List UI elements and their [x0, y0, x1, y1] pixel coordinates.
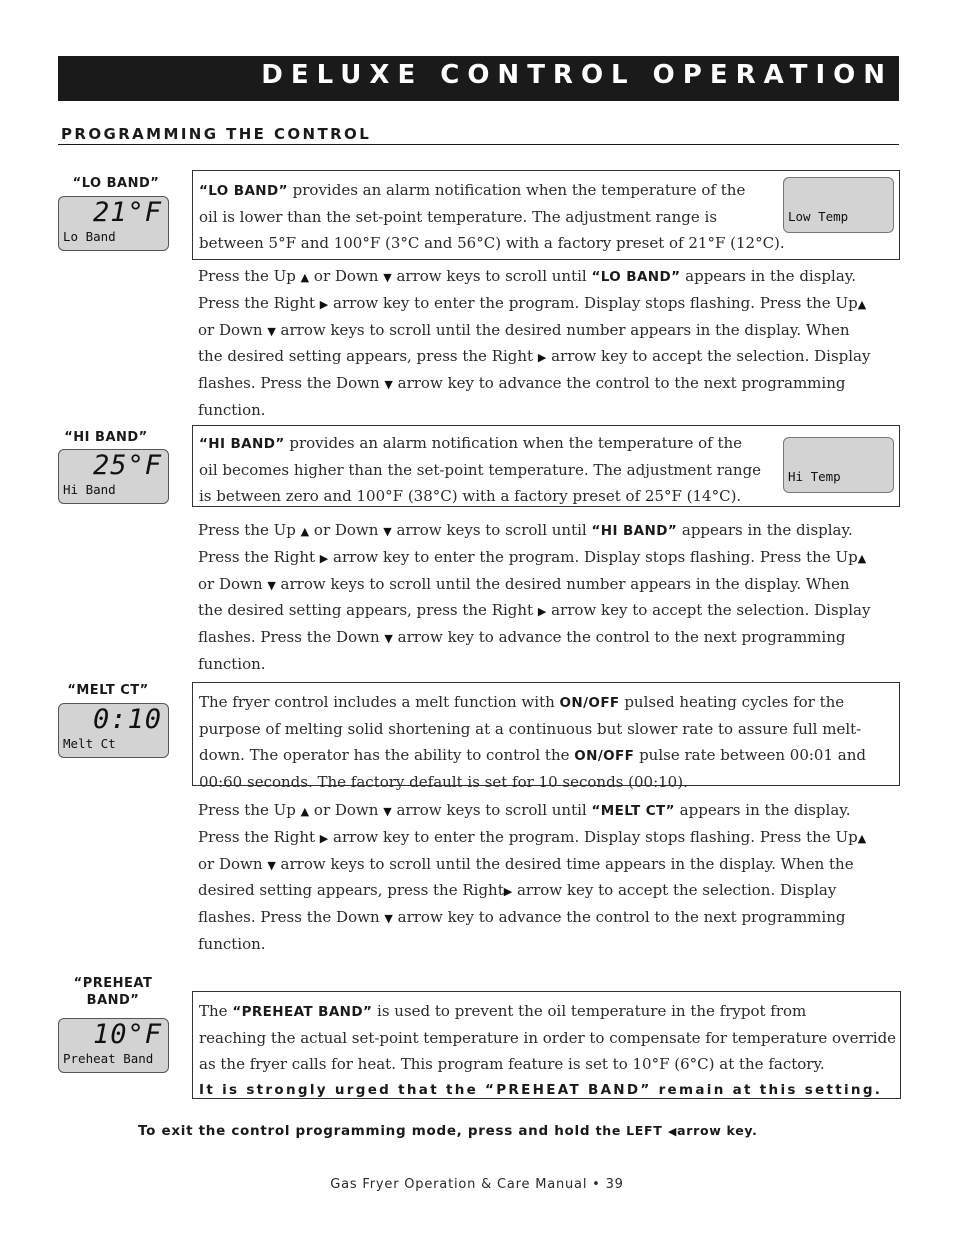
- hi-temp-display-label: Hi Temp: [788, 469, 841, 484]
- preheat-band-description-box: The “PREHEAT BAND” is used to prevent the oil temperature in the frypot from reaching the actual set-point temperature in order to compensate for temperature override as the fryer calls for heat. This program feature is set to 10°F (6°C) at the factory. It is strongly urged that the “PREHEAT BAND” remain at this setting.: [192, 991, 901, 1099]
- down-arrow-icon: ▼: [267, 858, 276, 872]
- lo-band-description-box: [192, 170, 900, 260]
- low-temp-display: [783, 177, 894, 233]
- hi-band-display-label: Hi Band: [63, 482, 116, 497]
- hi-band-label: “HI BAND”: [64, 430, 148, 445]
- up-arrow-icon: ▲: [300, 525, 310, 538]
- down-arrow-icon: ▼: [384, 632, 393, 646]
- lo-band-display-value: 21°F: [92, 197, 162, 228]
- preheat-warning: It is strongly urged that the “PREHEAT BAND” remain at this setting.: [199, 1082, 883, 1098]
- hi-band-box-line: is between zero and 100°F (38°C) with a factory preset of 25°F (14°C).: [199, 487, 742, 505]
- hi-band-description-box: [192, 425, 900, 507]
- hi-band-instructions: Press the Up ▲ or Down ▼ arrow keys to scroll until “HI BAND” appears in the display. Press the Right ▶ arrow key to enter the program. Display stops flashing. Press the Up▲ or Down ▼ arrow keys to scroll until the desired number appears in the display. When the desired setting appears, press the Right ▶ arrow key to accept the selection. Display flashes. Press the Down ▼ arrow key to advance the control to the next programming function.: [198, 521, 871, 673]
- hi-band-display: [58, 449, 169, 504]
- down-arrow-icon: ▼: [384, 378, 393, 392]
- up-arrow-icon: ▲: [300, 271, 310, 284]
- right-arrow-icon: ▶: [537, 605, 547, 619]
- right-arrow-icon: ▶: [319, 297, 329, 311]
- down-arrow-icon: ▼: [267, 578, 276, 592]
- lo-band-box-line: provides an alarm notification when the temperature of the: [287, 181, 746, 199]
- down-arrow-icon: ▼: [383, 805, 392, 818]
- preheat-band-label: “PREHEAT BAND”: [73, 976, 153, 1008]
- low-temp-display-label: Low Temp: [788, 209, 849, 224]
- lo-band-instructions: Press the Up ▲ or Down ▼ arrow keys to scroll until “LO BAND” appears in the display. Press the Right ▶ arrow key to enter the program. Display stops flashing. Press the Up▲ or Down ▼ arrow keys to scroll until the desired number appears in the display. When the desired setting appears, press the Right ▶ arrow key to accept the selection. Display flashes. Press the Down ▼ arrow key to advance the control to the next programming function.: [198, 267, 871, 419]
- right-arrow-icon: ▶: [503, 885, 513, 899]
- melt-ct-instructions: Press the Up ▲ or Down ▼ arrow keys to scroll until “MELT CT” appears in the display. Press the Right ▶ arrow key to enter the program. Display stops flashing. Press the Up▲ or Down ▼ arrow keys to scroll until the desired time appears in the display. When the desired setting appears, press the Right▶ arrow key to accept the selection. Display flashes. Press the Down ▼ arrow key to advance the control to the next programming function.: [198, 801, 867, 953]
- right-arrow-icon: ▶: [319, 551, 329, 565]
- up-arrow-icon: ▲: [857, 551, 867, 565]
- up-arrow-icon: ▲: [857, 831, 867, 845]
- lo-band-display: [58, 196, 169, 251]
- melt-ct-box-line: purpose of melting solid shortening at a continuous but slower rate to assure full melt-: [199, 720, 862, 738]
- section-rule: [58, 144, 899, 145]
- left-arrow-icon: ◀: [667, 1125, 678, 1138]
- down-arrow-icon: ▼: [383, 525, 392, 538]
- down-arrow-icon: ▼: [384, 912, 393, 926]
- up-arrow-icon: ▲: [300, 805, 310, 818]
- hi-band-keyword: “HI BAND”: [199, 436, 285, 452]
- preheat-band-display: [58, 1018, 169, 1073]
- down-arrow-icon: ▼: [267, 324, 276, 338]
- melt-ct-display-label: Melt Ct: [63, 736, 116, 751]
- hi-band-display-value: 25°F: [92, 450, 162, 481]
- header-banner: [58, 56, 899, 101]
- hi-band-box-line: oil becomes higher than the set-point temperature. The adjustment range: [199, 461, 762, 479]
- melt-ct-box-line: 00:60 seconds. The factory default is set for 10 seconds (00:10).: [199, 773, 688, 791]
- up-arrow-icon: ▲: [857, 297, 867, 311]
- page-footer: Gas Fryer Operation & Care Manual • 39: [330, 1177, 624, 1192]
- preheat-band-display-value: 10°F: [92, 1019, 162, 1050]
- lo-band-display-label: Lo Band: [63, 229, 116, 244]
- lo-band-box-line: oil is lower than the set-point temperature. The adjustment range is: [199, 208, 718, 226]
- preheat-box-line: reaching the actual set-point temperature in order to compensate for temperature override: [199, 1029, 897, 1047]
- down-arrow-icon: ▼: [383, 271, 392, 284]
- lo-band-box-line: between 5°F and 100°F (3°C and 56°C) with a factory preset of 21°F (12°C).: [199, 234, 785, 252]
- melt-ct-display: [58, 703, 169, 758]
- lo-band-label: “LO BAND”: [72, 176, 160, 191]
- exit-instruction: To exit the control programming mode, press and hold the LEFT ◀arrow key.: [138, 1123, 758, 1139]
- lo-band-keyword: “LO BAND”: [199, 183, 288, 199]
- preheat-band-display-label: Preheat Band: [63, 1051, 154, 1066]
- melt-ct-display-value: 0:10: [92, 704, 162, 735]
- preheat-box-line: as the fryer calls for heat. This program feature is set to 10°F (6°C) at the factory.: [199, 1055, 825, 1073]
- melt-ct-description-box: The fryer control includes a melt function with ON/OFF pulsed heating cycles for the purpose of melting solid shortening at a continuous but slower rate to assure full melt- down. The operator has the ability to control the ON/OFF pulse rate between 00:01 and 00:60 seconds. The factory default is set for 10 seconds (00:10).: [192, 682, 900, 786]
- melt-ct-label: “MELT CT”: [67, 683, 149, 698]
- hi-band-box-line: provides an alarm notification when the temperature of the: [284, 434, 743, 452]
- page-title: DELUXE CONTROL OPERATION: [261, 60, 893, 90]
- right-arrow-icon: ▶: [537, 351, 547, 365]
- hi-temp-display: [783, 437, 894, 493]
- section-title: PROGRAMMING THE CONTROL: [61, 125, 372, 143]
- right-arrow-icon: ▶: [319, 831, 329, 845]
